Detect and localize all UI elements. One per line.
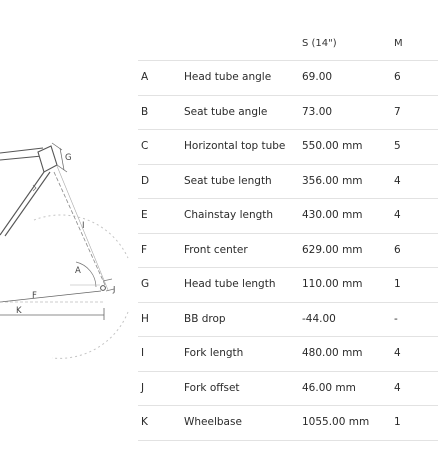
row-value-s: 1055.00 mm xyxy=(302,416,370,428)
geometry-table xyxy=(138,60,438,441)
table-row xyxy=(138,233,438,268)
row-label: Head tube length xyxy=(184,278,276,290)
table-row xyxy=(138,164,438,199)
diagram-label-j: J xyxy=(113,285,116,294)
row-letter: I xyxy=(141,347,145,359)
row-value-s: 550.00 mm xyxy=(302,140,363,152)
bike-geometry-diagram xyxy=(0,0,140,457)
row-label: Fork offset xyxy=(184,381,240,394)
row-label: BB drop xyxy=(184,312,226,325)
table-row xyxy=(138,198,438,233)
row-value-s: 46.00 mm xyxy=(302,381,356,394)
row-letter: D xyxy=(141,174,150,187)
row-value-m: 7 xyxy=(394,105,401,118)
table-row xyxy=(138,371,438,406)
row-letter: K xyxy=(141,416,148,428)
row-value-m: 6 xyxy=(394,71,401,83)
f-dimension-line xyxy=(0,291,101,302)
row-value-s: 356.00 mm xyxy=(302,174,363,187)
table-row xyxy=(138,336,438,371)
diagram-label-f: F xyxy=(32,291,37,301)
table-row xyxy=(138,405,438,441)
top-tube-lower-edge xyxy=(0,156,42,160)
row-value-m: - xyxy=(394,312,398,325)
table-row xyxy=(138,95,438,130)
row-label: Seat tube length xyxy=(184,174,272,187)
row-label: Front center xyxy=(184,243,248,256)
row-label: Wheelbase xyxy=(184,416,242,428)
row-letter: E xyxy=(141,209,148,221)
column-header-size-m: M xyxy=(394,38,403,49)
g-dimension-line-end xyxy=(57,165,67,172)
row-label: Horizontal top tube xyxy=(184,140,286,152)
table-row xyxy=(138,129,438,164)
row-letter: H xyxy=(141,312,149,325)
row-value-m: 4 xyxy=(394,381,401,394)
row-value-s: 480.00 mm xyxy=(302,347,363,359)
row-value-m: 6 xyxy=(394,243,401,256)
diagram-label-a: A xyxy=(75,266,81,276)
row-letter: A xyxy=(141,71,149,83)
row-letter: J xyxy=(141,381,145,394)
row-value-s: 69.00 xyxy=(302,71,333,83)
row-letter: C xyxy=(141,140,149,152)
row-value-s: 629.00 mm xyxy=(302,243,363,256)
row-value-m: 4 xyxy=(394,174,401,187)
j-dimension-line xyxy=(103,279,112,281)
head-tube xyxy=(38,146,57,172)
column-header-size-s: S (14") xyxy=(302,38,337,49)
row-letter: B xyxy=(141,105,149,118)
row-value-m: 1 xyxy=(394,416,401,428)
row-value-m: 4 xyxy=(394,347,401,359)
top-tube xyxy=(0,148,43,153)
row-value-m: 4 xyxy=(394,209,401,221)
down-tube-edge xyxy=(5,172,50,236)
diagram-label-k: K xyxy=(16,306,22,316)
row-letter: G xyxy=(141,278,150,290)
row-value-m: 1 xyxy=(394,278,401,290)
row-value-s: 430.00 mm xyxy=(302,209,363,221)
front-axle-icon xyxy=(101,286,106,291)
row-letter: F xyxy=(141,243,148,256)
row-label: Fork length xyxy=(184,347,244,359)
diagram-label-g: G xyxy=(65,153,72,163)
table-row xyxy=(138,302,438,337)
row-value-s: -44.00 xyxy=(302,312,336,325)
row-value-s: 110.00 mm xyxy=(302,278,363,290)
row-value-s: 73.00 xyxy=(302,105,333,118)
row-label: Chainstay length xyxy=(184,209,274,221)
row-value-m: 5 xyxy=(394,140,401,152)
g-dimension-arrow xyxy=(60,148,64,170)
row-label: Head tube angle xyxy=(184,71,272,83)
table-row xyxy=(138,60,438,95)
down-tube xyxy=(0,172,44,235)
table-row xyxy=(138,267,438,302)
diagram-label-i: I xyxy=(82,221,85,231)
row-label: Seat tube angle xyxy=(184,105,268,118)
